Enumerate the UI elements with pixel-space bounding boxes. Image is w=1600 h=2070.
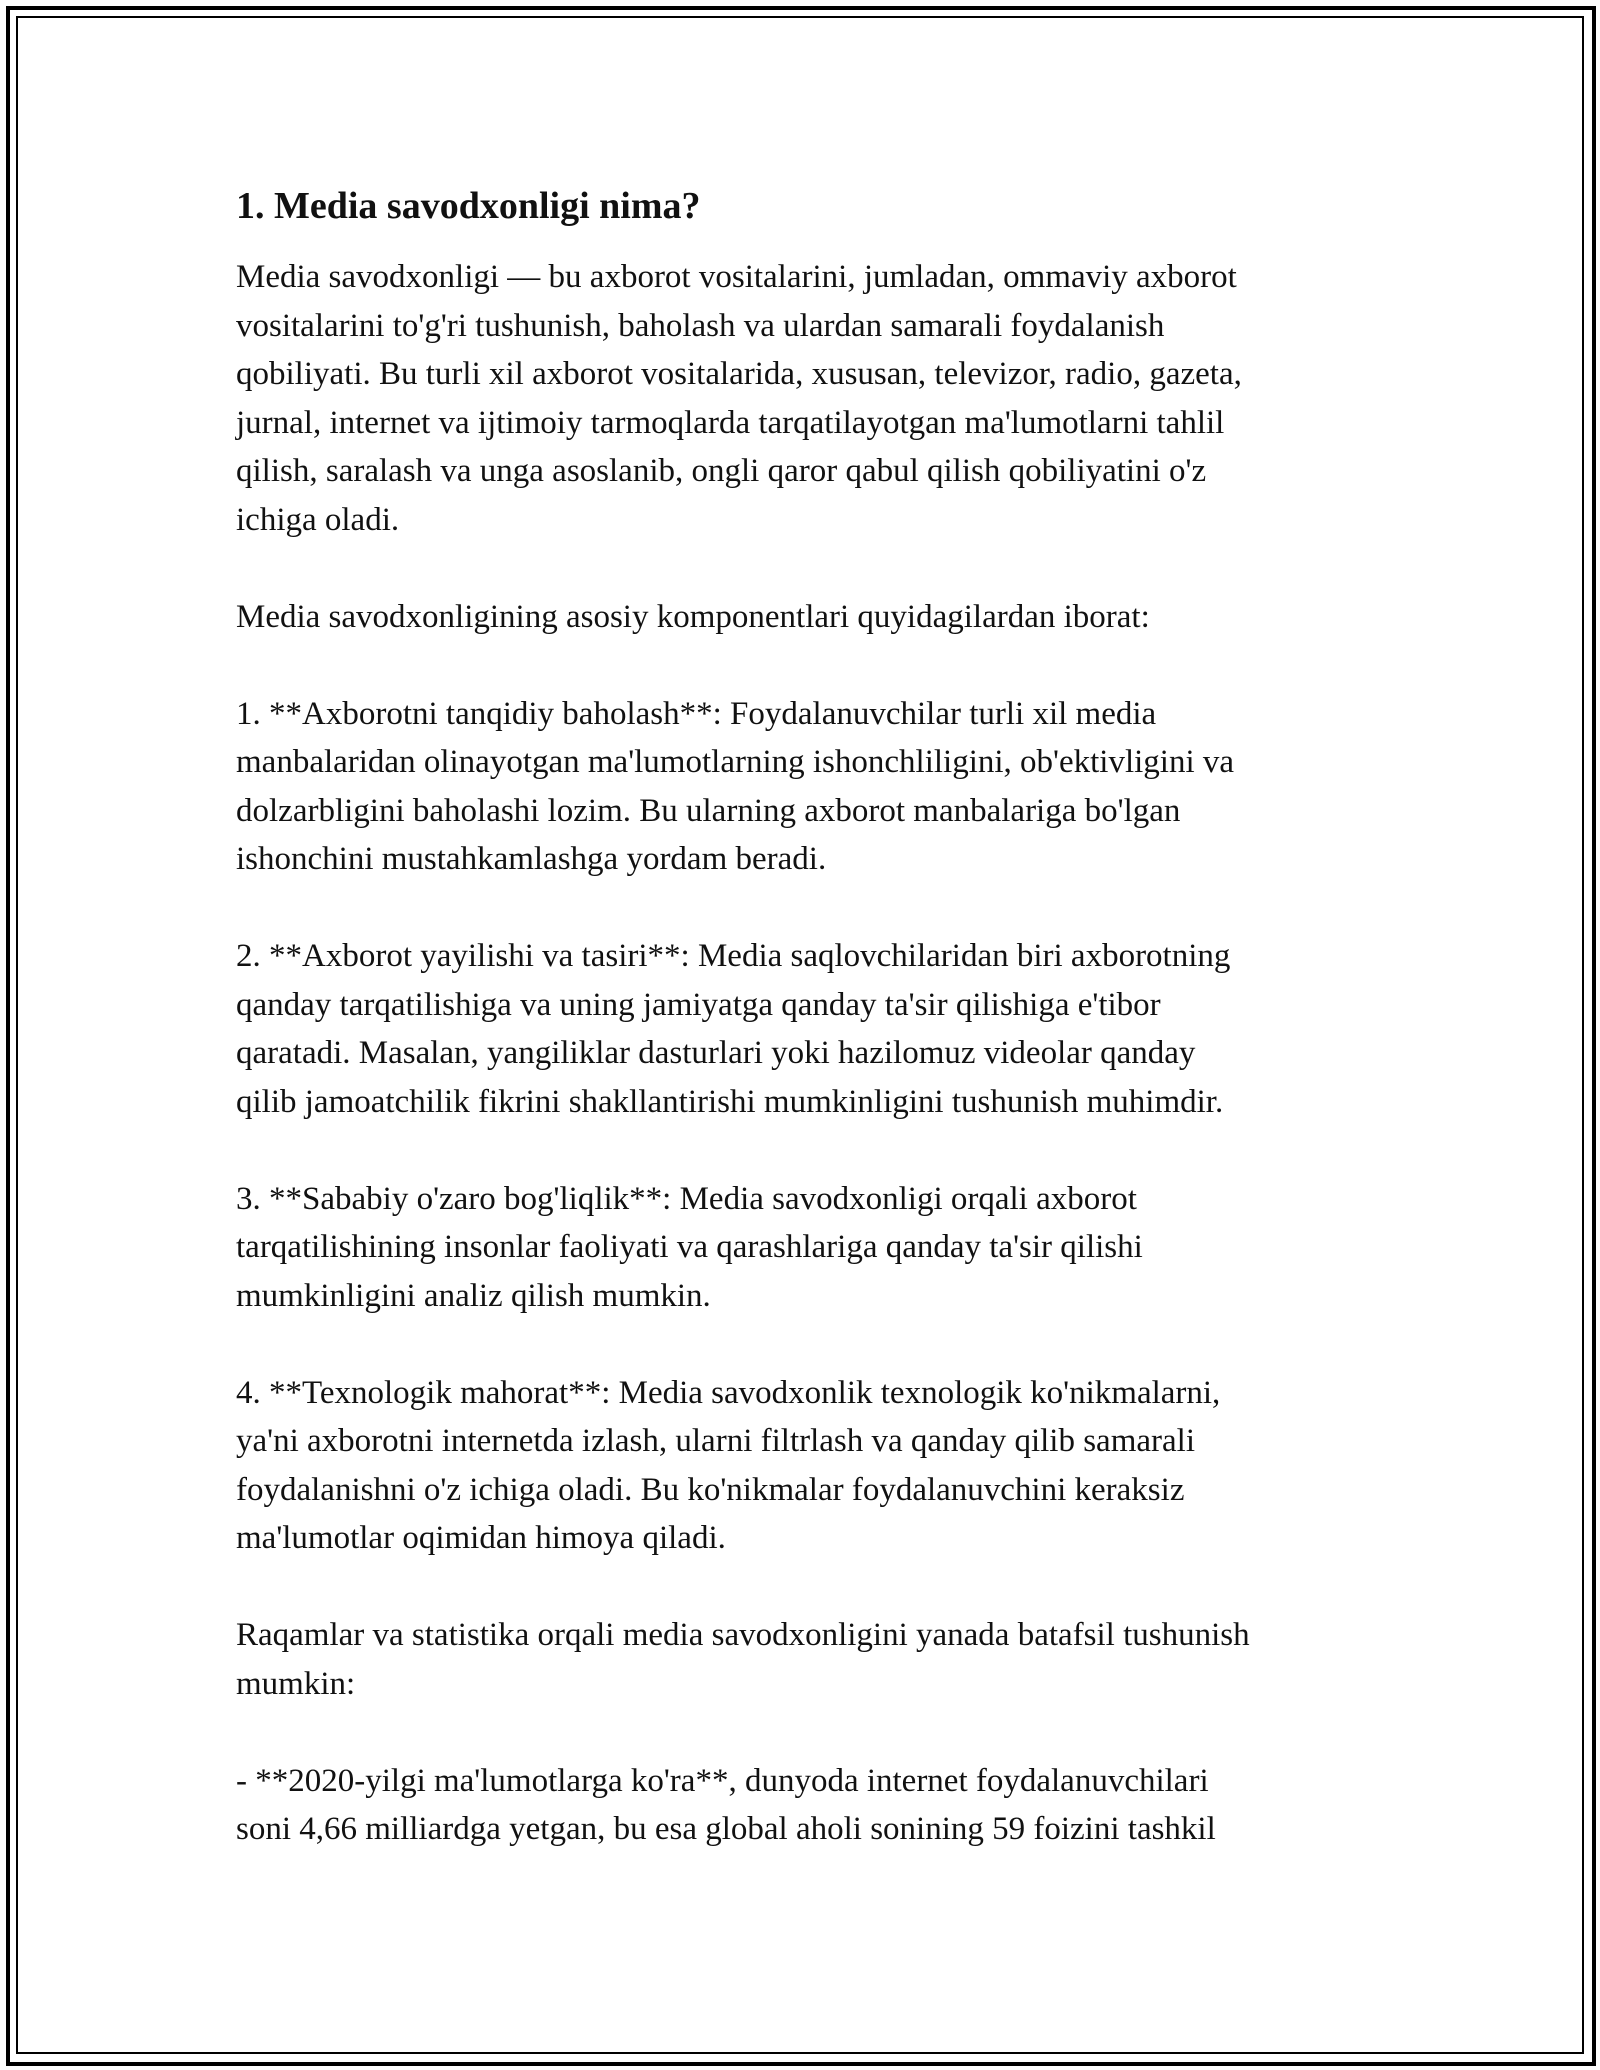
- list-item-technological-skill: 4. **Texnologik mahorat**: Media savodxonlik texnologik ko'nikmalarni, ya'ni axborotni internetda izlash, ularni filtrlash va qanday qilib samarali foydalanishni o'z ichiga oladi. Bu ko'nikmalar foydalanuvchini keraksiz ma'lumotlar oqimidan himoya qiladi.: [236, 1374, 1221, 1556]
- bullet-statistic-2020: - **2020-yilgi ma'lumotlarga ko'ra**, dunyoda internet foydalanuvchilari soni 4,66 milliardga yetgan, bu esa global aholi sonining 59 foizini tashkil: [236, 1762, 1216, 1847]
- list-item-critical-evaluation: 1. **Axborotni tanqidiy baholash**: Foydalanuvchilar turli xil media manbalaridan olinayotgan ma'lumotlarning ishonchliligini, ob'ektivligini va dolzarbligini baholashi lozim. Bu ularning axborot manbalariga bo'lgan ishonchini mustahkamlashga yordam beradi.: [236, 695, 1235, 877]
- paragraph-components-intro: Media savodxonligining asosiy komponentlari quyidagilardan iborat:: [236, 598, 1150, 635]
- paragraph-statistics-intro: Raqamlar va statistika orqali media savodxonligini yanada batafsil tushunish mumkin:: [236, 1617, 1250, 1702]
- list-item-information-spread: 2. **Axborot yayilishi va tasiri**: Media saqlovchilaridan biri axborotning qanday tarqatilishiga va uning jamiyatga qanday ta'sir qilishiga e'tibor qaratadi. Masalan, yangiliklar dasturlari yoki hazilomuz videolar qanday qilib jamoatchilik fikrini shakllantirishi mumkinligini tushunish muhimdir.: [236, 938, 1231, 1120]
- section-heading: 1. Media savodxonligi nima?: [236, 185, 701, 227]
- document-body: [236, 182, 1376, 1854]
- paragraph-definition: Media savodxonligi — bu axborot vositalarini, jumladan, ommaviy axborot vositalarini to'g'ri tushunish, baholash va ulardan samarali foydalanish qobiliyati. Bu turli xil axborot vositalarida, xususan, televizor, radio, gazeta, jurnal, internet va ijtimoiy tarmoqlarda tarqatilayotgan ma'lumotlarni tahlil qilish, saralash va unga asoslanib, ongli qaror qabul qilish qobiliyatini o'z ichiga oladi.: [236, 259, 1242, 538]
- list-item-causal-relation: 3. **Sababiy o'zaro bog'liqlik**: Media savodxonligi orqali axborot tarqatilishining insonlar faoliyati va qarashlariga qanday ta'sir qilishi mumkinligini analiz qilish mumkin.: [236, 1180, 1143, 1314]
